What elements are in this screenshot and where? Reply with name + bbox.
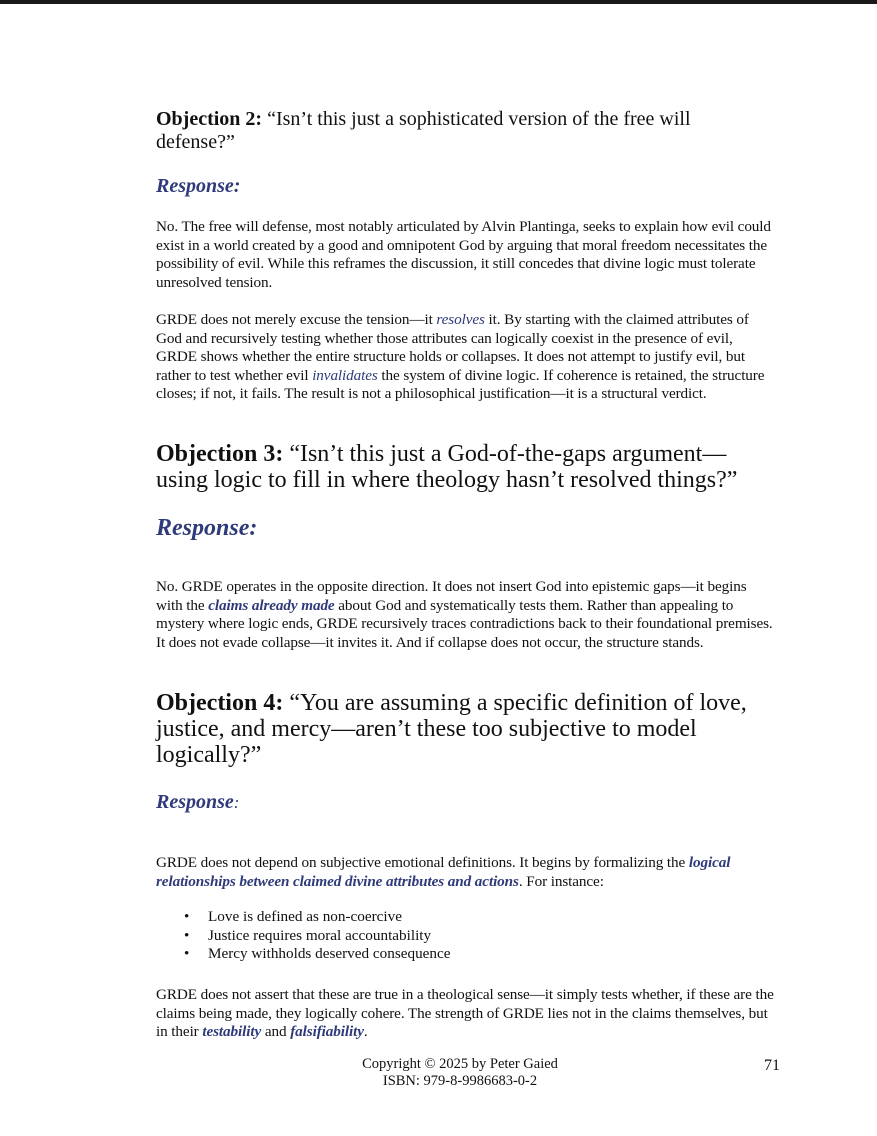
list-item xyxy=(156,927,716,946)
text-run: GRDE does not assert that these are true in a theological sense—it simply tests whether, if these are the claims being made, they logically cohere. The strength of GRDE lies not in the claims themselves, but in their xyxy=(156,986,774,1040)
text-run: GRDE does not merely excuse the tension—it xyxy=(156,311,437,328)
objection-2-paragraph-2 xyxy=(156,311,776,404)
response-colon: : xyxy=(233,793,240,812)
emphasis-claims-already-made: claims already made xyxy=(208,596,335,614)
objection-3-question: “Isn’t this just a God-of-the-gaps argument—using logic to fill in where theology hasn’t resolved things?” xyxy=(156,441,738,493)
objection-2-paragraph-1: No. The free will defense, most notably articulated by Alvin Plantinga, seeks to explain how evil could exist in a world created by a good and omnipotent God by arguing that moral freedom necessitates the possibility of evil. While this reframes the discussion, it still concedes that divine logic must tolerate unresolved tension. xyxy=(156,218,771,291)
objection-2-question: “Isn’t this just a sophisticated version of the free will defense?” xyxy=(156,108,691,153)
objection-3-label: Objection 3: xyxy=(156,441,284,467)
objection-2-heading xyxy=(156,108,716,154)
bullet-icon: • xyxy=(184,926,190,944)
isbn-line: ISBN: 979-8-9986683-0-2 xyxy=(382,1073,538,1089)
list-item-text: Mercy withholds deserved consequence xyxy=(208,945,451,962)
text-run: the system of divine logic. If coherence is retained, the structure closes; if not, it fails. The result is not a philosophical justification—it is a structural verdict. xyxy=(156,366,765,402)
attribute-list xyxy=(156,908,716,964)
list-item xyxy=(156,908,716,927)
emphasis-logical-relationships: logical relationships between claimed divine attributes and actions xyxy=(156,854,731,890)
objection-4-question: “You are assuming a specific definition of love, justice, and mercy—aren’t these too subjective to model logically?” xyxy=(156,690,747,768)
objection-3-paragraph xyxy=(156,578,776,652)
response-word: Response xyxy=(156,791,234,813)
bullet-icon: • xyxy=(184,945,190,962)
objection-2-label: Objection 2: xyxy=(156,108,263,130)
emphasis-invalidates: invalidates xyxy=(312,366,378,384)
page-number: 71 xyxy=(764,1057,780,1074)
copyright-line: Copyright © 2025 by Peter Gaied xyxy=(362,1056,558,1072)
text-run: No. GRDE operates in the opposite direction. It does not insert God into epistemic gaps—it begins with the xyxy=(156,578,747,614)
list-item xyxy=(156,945,716,964)
objection-4-response-label xyxy=(156,791,776,814)
objection-3-response-label: Response: xyxy=(156,515,258,541)
objection-3-heading xyxy=(156,441,776,493)
text-run: about God and systematically tests them. Rather than appealing to mystery where logic ends, GRDE recursively traces contradictions back to their foundational premises. It does not evade collapse—it invites it. And if collapse does not occur, the structure stands. xyxy=(156,596,773,651)
bullet-icon: • xyxy=(184,908,190,925)
objection-2-response-label: Response: xyxy=(156,175,241,197)
page-footer xyxy=(300,1056,620,1090)
emphasis-resolves: resolves xyxy=(436,311,485,328)
emphasis-falsifiability: falsifiability xyxy=(290,1023,364,1040)
text-run: . xyxy=(363,1023,368,1040)
emphasis-testability: testability xyxy=(202,1023,262,1040)
objection-4-intro xyxy=(156,854,776,891)
objection-4-heading xyxy=(156,690,756,768)
list-item-text: Justice requires moral accountability xyxy=(208,926,432,944)
text-run: GRDE does not depend on subjective emotional definitions. It begins by formalizing the xyxy=(156,854,689,871)
list-item-text: Love is defined as non-coercive xyxy=(208,908,402,925)
objection-4-closing xyxy=(156,986,776,1042)
text-run: . For instance: xyxy=(518,872,604,890)
objection-4-label: Objection 4: xyxy=(156,690,284,716)
text-run: and xyxy=(261,1023,291,1040)
text-run: it. By starting with the claimed attributes of God and recursively testing whether those attributes can logically coexist in the presence of evil, GRDE shows whether the entire structure holds or collapses. It does not attempt to justify evil, but rather to test whether evil xyxy=(156,311,749,384)
